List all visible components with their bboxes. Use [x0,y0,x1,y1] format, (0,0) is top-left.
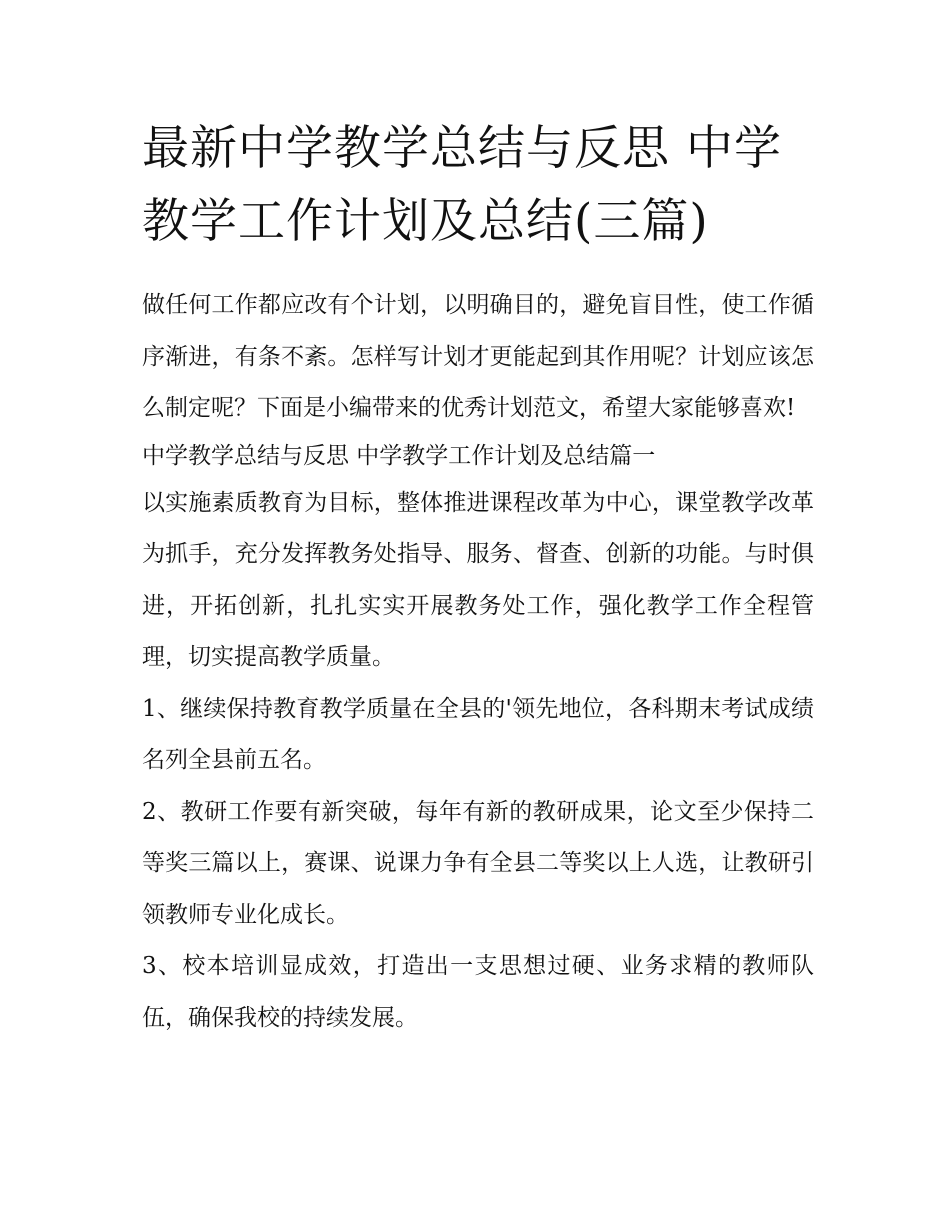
document-title: 最新中学教学总结与反思 中学教学工作计划及总结(三篇) [142,121,782,249]
list-item-2: 2、教研工作要有新突破，每年有新的教研成果，论文至少保持二等奖三篇以上，赛课、说课力争有全县二等奖以上人选，让教研引领教师专业化成长。 [142,798,814,928]
document-body [142,280,814,1044]
section-heading: 中学教学总结与反思 中学教学工作计划及总结篇一 [142,442,656,469]
intro-paragraph: 做任何工作都应改有个计划，以明确目的，避免盲目性，使工作循序渐进，有条不紊。怎样写计划才更能起到其作用呢？计划应该怎么制定呢？下面是小编带来的优秀计划范文，希望大家能够喜欢! [142,292,814,421]
goal-paragraph: 以实施素质教育为目标，整体推进课程改革为中心，课堂教学改革为抓手，充分发挥教务处指导、服务、督查、创新的功能。与时俱进，开拓创新，扎扎实实开展教务处工作，强化教学工作全程管理，切实提高教学质量。 [142,489,814,670]
list-item-1: 1、继续保持教育教学质量在全县的'领先地位，各科期末考试成绩名列全县前五名。 [142,695,814,773]
list-item-3: 3、校本培训显成效，打造出一支思想过硬、业务求精的教师队伍，确保我校的持续发展。 [142,953,814,1031]
